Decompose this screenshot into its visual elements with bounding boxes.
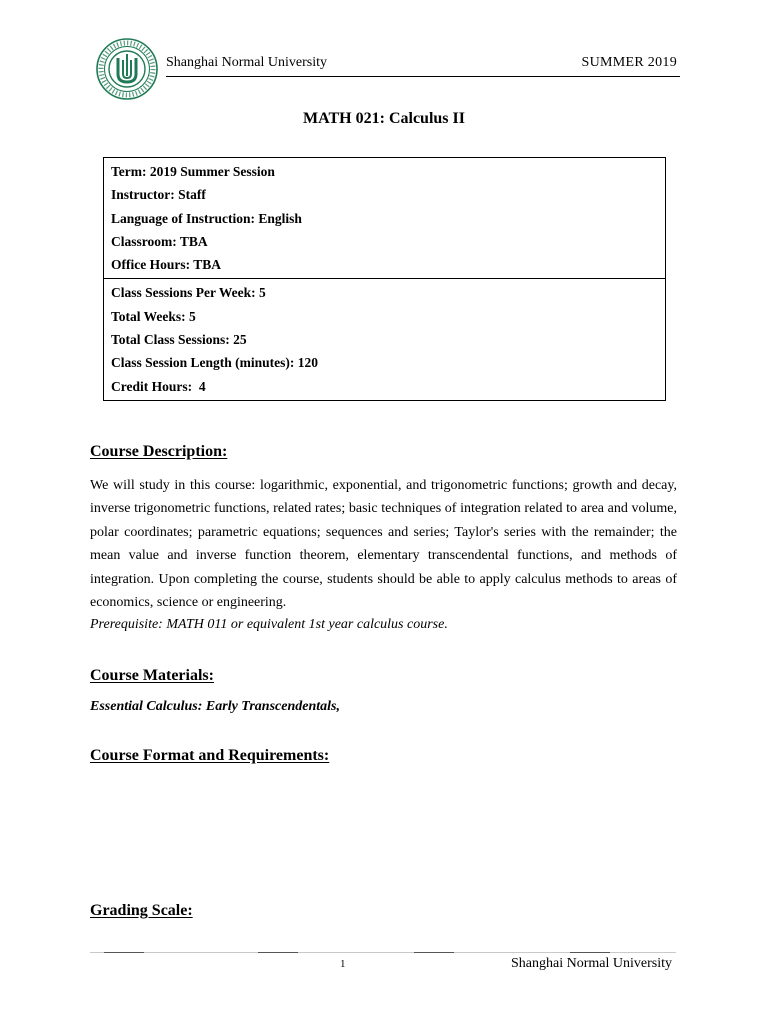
- course-description-body: We will study in this course: logarithmic, exponential, and trigonometric functions; growth and decay, inverse trigonometric functions, related rates; basic techniques of integration related to area and volume, polar coordinates; parametric equations; sequences and series; Taylor's series with the remainder; the mean value and inverse function theorem, elementary transcendental functions, and methods of integration. Upon completing the course, students should be able to apply calculus methods to areas of economics, science or engineering.: [90, 478, 677, 611]
- university-seal-icon: [96, 38, 158, 100]
- course-title: MATH 021: Calculus II: [303, 110, 465, 127]
- info-credit-hours: Credit Hours: 4: [111, 378, 206, 394]
- info-total-sessions: Total Class Sessions: 25: [111, 332, 247, 348]
- info-total-weeks: Total Weeks: 5: [111, 308, 196, 324]
- footer-university-name: Shanghai Normal University: [511, 956, 672, 971]
- grading-scale-heading: Grading Scale:: [90, 902, 193, 919]
- header-university-name: Shanghai Normal University: [166, 55, 327, 70]
- info-instructor: Instructor: Staff: [111, 187, 206, 203]
- info-section-general: [104, 158, 665, 278]
- course-info-box: [103, 157, 666, 401]
- course-format-heading: Course Format and Requirements:: [90, 747, 330, 764]
- info-language: Language of Instruction: English: [111, 210, 302, 226]
- info-classroom: Classroom: TBA: [111, 233, 208, 249]
- info-section-schedule: [104, 278, 665, 399]
- footer-divider-mark: [258, 952, 298, 953]
- university-logo: [96, 38, 158, 100]
- prerequisite-text: Prerequisite: MATH 011 or equivalent 1st year calculus course.: [90, 617, 448, 632]
- footer-divider-mark: [104, 952, 144, 953]
- info-term: Term: 2019 Summer Session: [111, 164, 275, 179]
- course-materials-heading: Course Materials:: [90, 667, 214, 684]
- header-term: SUMMER 2019: [581, 55, 677, 70]
- page-number: 1: [340, 958, 346, 970]
- course-description-heading: Course Description:: [90, 443, 228, 460]
- info-office-hours: Office Hours: TBA: [111, 257, 221, 273]
- footer-divider-mark: [570, 952, 610, 953]
- footer-divider-mark: [414, 952, 454, 953]
- course-material-item: Essential Calculus: Early Transcendentals,: [90, 699, 340, 714]
- info-sessions-per-week: Class Sessions Per Week: 5: [111, 285, 266, 301]
- info-session-length: Class Session Length (minutes): 120: [111, 355, 319, 371]
- header-divider: [166, 76, 680, 77]
